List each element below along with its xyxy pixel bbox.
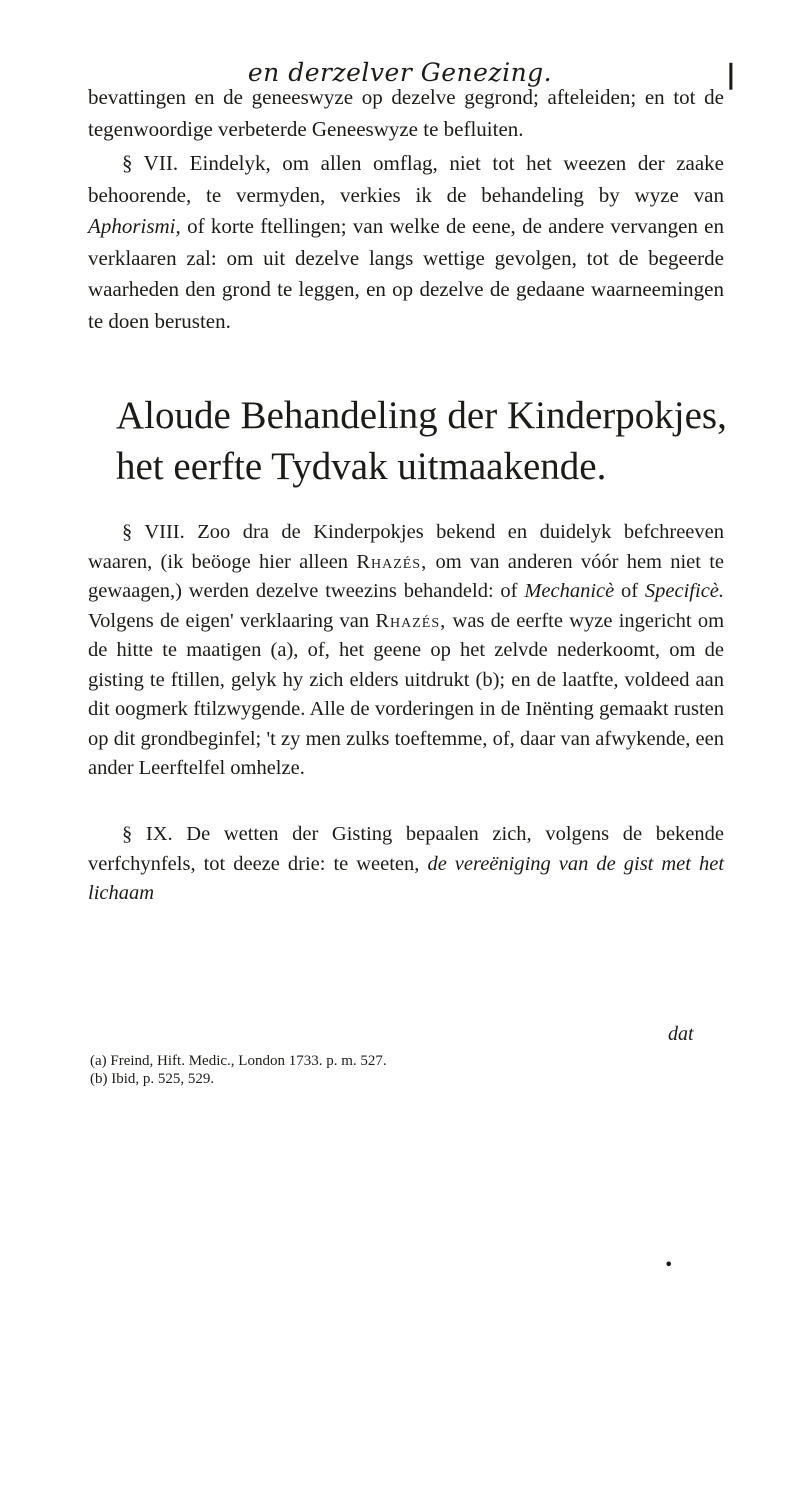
section-number: § VII.	[122, 151, 179, 175]
footnote-b: (b) Ibid, p. 525, 529.	[90, 1071, 215, 1087]
paragraph-continuation: bevattingen en de geneeswyze op dezelve gegrond; afteleiden; en tot de tegenwoordige verbeterde Geneeswyze te befluiten.	[88, 85, 724, 141]
italic-term: Specificè.	[644, 580, 725, 602]
paragraph-text: Volgens de eigen' verklaaring van	[88, 609, 370, 632]
paragraph-text: was de eerfte wyze ingericht om de hitte te maatigen (a), of, het geene op het zelvde nederkoomt, om de gisting te ftillen, gelyk hy zich elders uitdrukt (b); en de laatfte, voldeed aan dit oogmerk ftilzwygende. Alle de vorderingen in de Inënting gemaakt rusten op dit grondbeginfel; 't zy men zulks toeftemme, of, daar van afwykende, een ander Leerftelfel omhelze.	[88, 609, 725, 779]
footnote-a: (a) Freind, Hift. Medic., London 1733. p. m. 527.	[90, 1053, 387, 1069]
ink-spot-icon: •	[664, 1255, 674, 1274]
paragraph-section-8	[88, 518, 724, 784]
paragraph-text: of korte ftellingen; van welke de eene, de andere vervangen en verklaaren zal: om uit dezelve langs wettige gevolgen, tot de begeerde waarheden den grond te leggen, en op dezelve de gedaane waarneemingen te doen berusten.	[88, 214, 724, 333]
footnotes	[90, 1052, 730, 1088]
catchword: dat	[668, 1023, 694, 1045]
section-number: § VIII.	[122, 521, 185, 543]
paragraph-section-9	[88, 820, 724, 909]
paragraph-text: of	[621, 580, 639, 602]
paragraph-section-7	[88, 148, 724, 337]
paragraph-text: om van anderen vóór hem niet te gewaagen,) werden dezelve tweezins behandeld: of	[88, 550, 725, 602]
section-number: § IX.	[122, 823, 173, 845]
paragraph-text: Eindelyk, om allen omflag, niet tot het weezen der zaake behoorende, te vermyden, verkies ik de behandeling by wyze van	[88, 151, 724, 207]
author-name: Rhazés,	[356, 550, 428, 573]
italic-term: de vereëniging van de gist met het lichaam	[88, 852, 725, 904]
author-name: Rhazés,	[375, 609, 447, 632]
section-heading: Aloude Behandeling der Kinderpokjes, het eerfte Tydvak uitmaakende.	[116, 394, 727, 488]
signature-mark-icon: ❘	[720, 60, 742, 90]
paragraph-text: De wetten der Gisting bepaalen zich, volgens de bekende verfchynfels, tot deeze drie: te weeten,	[88, 823, 725, 875]
paragraph-text: Zoo dra de Kinderpokjes bekend en duidelyk befchreeven waaren, (ik beöoge hier alleen	[88, 521, 724, 573]
italic-term: Aphorismi,	[88, 214, 181, 238]
italic-term: Mechanicè	[524, 580, 615, 602]
running-head: en derzelver Genezing.	[247, 58, 553, 87]
